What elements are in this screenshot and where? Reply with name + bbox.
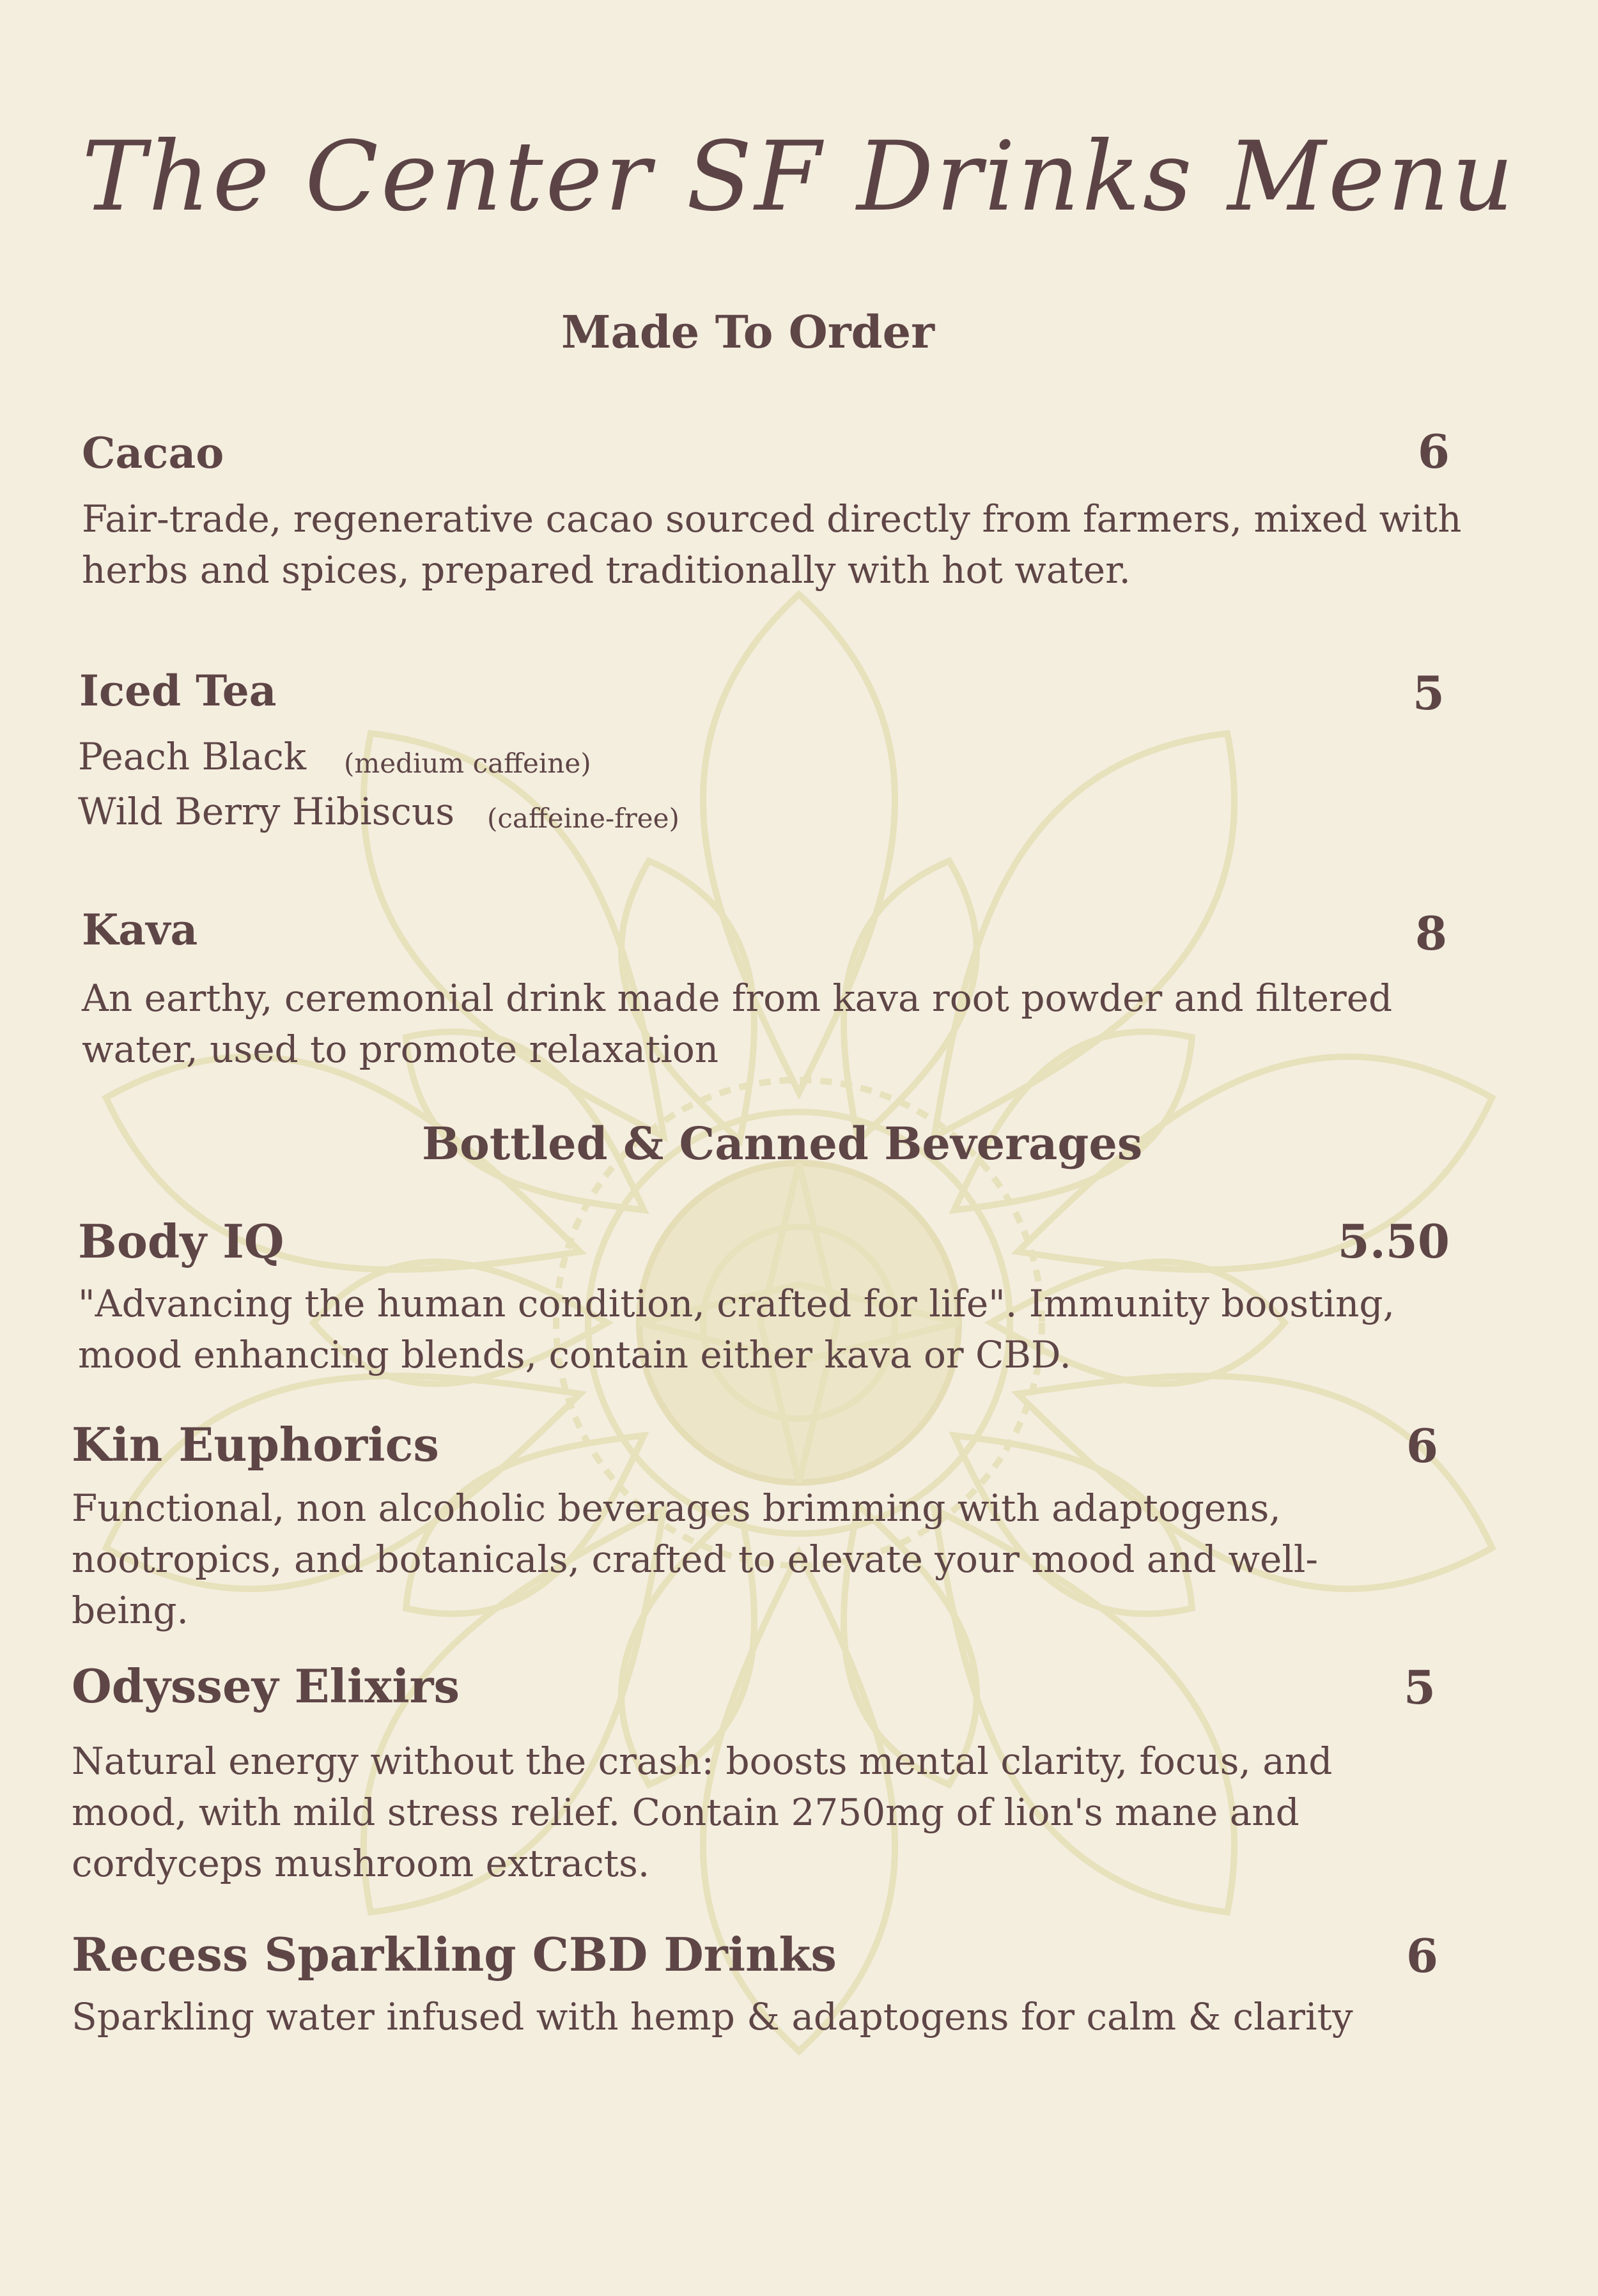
item-name-odyssey-elixirs: Odyssey Elixirs bbox=[72, 1659, 460, 1713]
item-price-recess: 6 bbox=[1406, 1929, 1438, 1983]
item-price-cacao: 6 bbox=[1417, 424, 1450, 479]
section-made-to-order: Made To Order bbox=[561, 305, 935, 358]
item-name-iced-tea: Iced Tea bbox=[79, 666, 277, 716]
item-name-recess: Recess Sparkling CBD Drinks bbox=[72, 1927, 837, 1982]
item-desc-body-iq: "Advancing the human condition, crafted for life". Immunity boosting, mood enhancing blends, contain either kava or CBD. bbox=[78, 1282, 1395, 1376]
item-name-cacao: Cacao bbox=[82, 428, 224, 478]
item-price-kava: 8 bbox=[1415, 906, 1447, 960]
item-price-odyssey-elixirs: 5 bbox=[1403, 1660, 1436, 1714]
item-desc-odyssey-elixirs: Natural energy without the crash: boosts mental clarity, focus, and mood, with mild stress relief. Contain 2750mg of lion's mane and cordyceps mushroom extracts. bbox=[72, 1739, 1333, 1885]
item-desc-kin-euphorics: Functional, non alcoholic beverages brimming with adaptogens, nootropics, and botanicals, crafted to elevate your mood and well-being. bbox=[72, 1486, 1319, 1632]
item-name-body-iq: Body IQ bbox=[78, 1214, 284, 1268]
item-desc-recess: Sparkling water infused with hemp & adaptogens for calm & clarity bbox=[72, 1995, 1353, 2038]
section-bottled-canned: Bottled & Canned Beverages bbox=[422, 1117, 1143, 1170]
iced-tea-option-wild-berry-hibiscus: Wild Berry Hibiscus bbox=[78, 790, 455, 833]
menu-title: The Center SF Drinks Menu bbox=[82, 121, 1516, 233]
iced-tea-note-peach-black: (medium caffeine) bbox=[344, 748, 591, 779]
item-price-kin-euphorics: 6 bbox=[1406, 1419, 1438, 1473]
item-desc-cacao: Fair-trade, regenerative cacao sourced directly from farmers, mixed with herbs and spices, prepared traditionally with hot water. bbox=[82, 497, 1462, 592]
item-desc-kava: An earthy, ceremonial drink made from kava root powder and filtered water, used to promote relaxation bbox=[82, 976, 1393, 1071]
iced-tea-option-peach-black: Peach Black bbox=[78, 735, 306, 778]
item-price-body-iq: 5.50 bbox=[1337, 1214, 1450, 1268]
item-name-kava: Kava bbox=[82, 905, 198, 955]
item-price-iced-tea: 5 bbox=[1412, 666, 1445, 720]
item-name-kin-euphorics: Kin Euphorics bbox=[72, 1417, 439, 1472]
iced-tea-note-wild-berry-hibiscus: (caffeine-free) bbox=[487, 803, 679, 834]
